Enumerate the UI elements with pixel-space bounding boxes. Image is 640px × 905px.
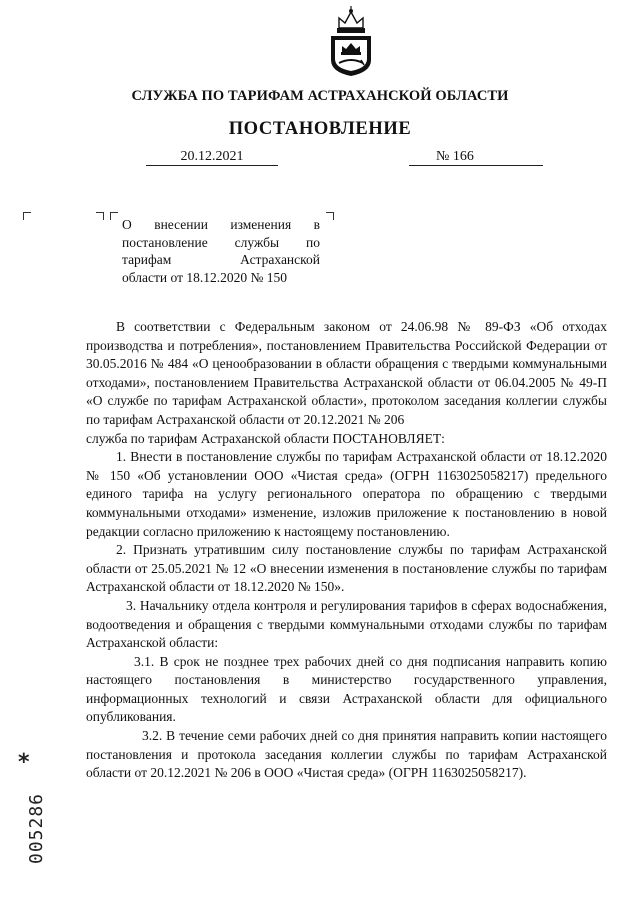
item-1: 1. Внести в постановление службы по тарифам Астраханской области от 18.12.2020 № 150 «Об установлении ООО «Чистая среда» (ОГРН 1163025058217) предельного единого тарифа на услугу регионального оператора по обращению с твердыми коммунальными отходами» изменение, изложив приложение к постановлению в новой редакции согласно приложению к настоящему постановлению. bbox=[86, 449, 607, 539]
corner-mark-left bbox=[23, 212, 31, 220]
item-3-2: 3.2. В течение семи рабочих дней со дня принятия направить копии настоящего постановления и протокола заседания коллегии службы по тарифам Астраханской области от 20.12.2021 № 206 в ООО «Чистая среда» (ОГРН 1163025058217). bbox=[86, 728, 607, 781]
subject-block bbox=[122, 216, 320, 286]
corner-mark-mid-b bbox=[110, 212, 118, 220]
subject-line: области от 18.12.2020 № 150 bbox=[122, 269, 287, 285]
decree-line: служба по тарифам Астраханской области ПОСТАНОВЛЯЕТ: bbox=[86, 430, 445, 446]
item-3: 3. Начальнику отдела контроля и регулирования тарифов в сферах водоснабжения, водоотведения и обращения с твердыми коммунальными отходами службы по тарифам Астраханской области: bbox=[86, 597, 607, 651]
margin-star-mark: * bbox=[18, 750, 30, 775]
subject-line: О внесении изменения в bbox=[122, 217, 320, 232]
item-2: 2. Признать утратившим силу постановление службы по тарифам Астраханской области от 25.05.2021 № 12 «О внесении изменения в постановление службы по тарифам Астраханской области от 18.12.2020 № 150». bbox=[86, 542, 607, 595]
document-date: 20.12.2021 bbox=[146, 148, 278, 166]
document-type: ПОСТАНОВЛЕНИЕ bbox=[228, 119, 412, 139]
agency-name: СЛУЖБА ПО ТАРИФАМ АСТРАХАНСКОЙ ОБЛАСТИ bbox=[131, 88, 509, 104]
subject-line: постановление службы по bbox=[122, 234, 320, 250]
subject-line: тарифам Астраханской bbox=[122, 252, 320, 267]
corner-mark-right bbox=[326, 212, 334, 220]
document-body bbox=[86, 318, 607, 783]
document-number: № 166 bbox=[409, 148, 543, 166]
astrakhan-coat-of-arms-icon bbox=[325, 6, 377, 78]
margin-serial-number: 005286 bbox=[26, 792, 47, 864]
corner-mark-mid-a bbox=[96, 212, 104, 220]
preamble-paragraph: В соответствии с Федеральным законом от 24.06.98 № 89-ФЗ «Об отходах производства и потребления», постановлением Правительства Российской Федерации от 30.05.2016 № 484 «О ценообразовании в области обращения с твердыми коммунальными отходами», постановлением Правительства Астраханской области от 06.04.2005 № 49-П «О службе по тарифам Астраханской области», протоколом заседания коллегии службы по тарифам Астраханской области от 20.12.2021 № 206 bbox=[86, 319, 607, 427]
item-3-1: 3.1. В срок не позднее трех рабочих дней со дня подписания направить копию настоящего постановления в министерство государственного управления, информационных технологий и связи Астраханской области для официального опубликования. bbox=[86, 653, 607, 725]
